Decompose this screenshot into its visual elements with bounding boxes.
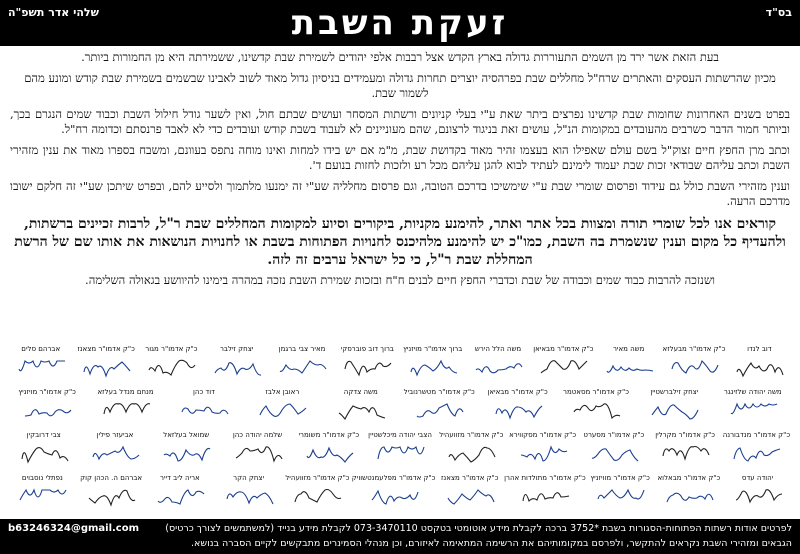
paragraph-breach: בפרט בשנים האחרונות שחומות שבת קדשינו נפרצים ביתר שאת ע"י בעלי קניונים ורשתות המסחר ועושים שבתם חול, ואין לשער גודל חילול השבת וכבוד שמים הנגרם בכך, וביותר חמור הדבר כשרבים מהעובדים במקומות הנ"ל, עושים זאת בניגוד לרצונם, שהם מעוניינים לא לעבוד בשבת קודש ועובדים כדי לא לאבד פרנסתם וכדומה רח"ל. [10,107,790,136]
handwritten-signature [732,484,784,510]
signature [364,431,435,474]
signatory-name: אביעזר פילין [96,431,134,439]
contact-email[interactable]: b63246324@gmail.com [8,523,140,534]
signature [721,431,792,474]
signature [435,474,504,517]
handwritten-signature [145,355,197,381]
handwritten-signature [730,441,782,467]
handwritten-signature [368,484,420,510]
signature [352,474,436,517]
signatory-name: משה מאיר [612,345,645,353]
paragraph-closing: ושנזכה להרבות כבוד שמים וכבודה של שבת וכדברי החפץ חיים לבנים ח"ח ובזכות שמירת השבת נזכה במהרה בימינו להיוושע בגאולה השלימה. [85,273,715,287]
signature [400,388,478,431]
handwritten-signature [570,398,622,424]
handwritten-signature [21,398,73,424]
signature [86,388,164,431]
handwritten-signature [154,484,206,510]
page-title: זעקת השבת [291,3,509,43]
signatory-name: שלמה יהודה כהן [232,431,283,439]
signature [596,345,661,388]
signature-row [8,345,792,388]
handwritten-signature [517,441,569,467]
signature [661,345,726,388]
signature [557,388,635,431]
signature [222,431,293,474]
handwritten-signature [444,484,496,510]
handwritten-signature [335,398,387,424]
signature-row [8,388,792,431]
signature [586,474,655,517]
signatory-name: כ"ק אדמו"ר מבאיאן [533,345,594,353]
signatory-name: כ"ק אדמו"ר מצאנז [77,345,135,353]
signature [507,431,578,474]
handwritten-signature [659,441,711,467]
signature [531,345,596,388]
signatures-block [8,345,792,517]
footer-line-1: לפרטים אודות רשתות הפתוחות-הסגורות בשבת *3752 ברכה לקבלת מידע אוטומטי בטקסט 073-3470110 לקבלת מידע בנייד (למשתמשים לצורך כרטיס) [165,523,792,534]
signatory-name: ברוך דוב פוברסקי [340,345,394,353]
signatory-name: כ"ק אדמו"ר מוויזניץ [590,474,650,482]
handwritten-signature [178,398,230,424]
signatory-name: יצחק זילברשטיין [650,388,699,396]
handwritten-signature [85,484,137,510]
handwritten-signature [588,441,640,467]
signatory-name: משה צדקה [343,388,378,396]
handwritten-signature [537,355,589,381]
signatory-name: ראובן אלבז [265,388,300,396]
signatory-name: כ"ק אדמו"ר מבאלוא [657,474,721,482]
signature [77,474,146,517]
signatory-name: נפתלי נוסבוים [21,474,63,482]
signatory-name: צבי דרובקין [26,431,61,439]
paragraph-competition: מכיון שהרשתות העסקים והאתרים שרח"ל מחללים שבת בפרהסיה יוצרים תחרות גדולה ומעמידים בניסיון גדול מאוד לשוב לאבינו שבשמים בשמירת שבת קודש ומונע מהם לשמור שבת. [24,71,776,100]
handwritten-signature [80,355,132,381]
handwritten-signature [374,441,426,467]
signatory-name: כ"ק אדמו"ר מתולדות אהרן [504,474,586,482]
signature [478,388,556,431]
handwritten-signature [445,441,497,467]
signatory-name: דוב לנדו [747,345,772,353]
handwritten-signature [727,398,779,424]
signature-row [8,431,792,474]
signature [335,345,400,388]
bsd-label: בס"ד [765,6,792,19]
signatory-name: כ"ק אדמו"ר מויזניץ [18,388,76,396]
signature [322,388,400,431]
signature [400,345,465,388]
signature [146,474,215,517]
signatory-name: כ"ק אדמו"ר מצאנז [441,474,499,482]
signatory-name: שמואל בעלזאל [163,431,210,439]
paragraph-warning: וענין מזהירי השבת כולל גם עידוד ופרסום שומרי שבת ע"י שימשיכו בדרכם הטובה, וגם פרסום מחלליה שע"י זה ימנעו מלתמוך ולסייע להם, ובפרט שיתכן שע"י זה חלקם ישובו מדרכם הרעה. [10,179,790,208]
signature [204,345,269,388]
signature [165,388,243,431]
signatory-name: כ"ק אדמו"ר מסקווירא [509,431,577,439]
signatory-name: כ"ק אדמו"ר משומרי [298,431,360,439]
handwritten-signature [663,484,715,510]
signatory-name: כ"ק אדמו"ר מגור [145,345,198,353]
paragraph-chafetz-chaim: וכתב מרן החפץ חיים זצוק"ל בשם עולם שאפילו הוא בעצמו זהיר מאוד בקדושת שבת, מ"מ אם יש בידו למחות ואינו מוחה נתפס בעוונם, ומשבח בספרו מאוד את ענין מזהירי השבת וכתב עליהם שבודאי זכות שבת יעמוד לימינם לעתיד לבוא להגן עליהם מכל רע ולזכות לחזות בנועם ד'. [10,143,790,172]
signatory-name: יצחק זילבר [219,345,254,353]
handwritten-signature [594,484,646,510]
handwritten-signature [100,398,152,424]
signature [8,431,79,474]
signatory-name: אריה ליב דייר [160,474,200,482]
signatory-name: כ"ק אדמו"ר מבעלזא [662,345,726,353]
signature [635,388,713,431]
signatory-name: משה יהודה שלזינגר [723,388,782,396]
handwritten-signature [668,355,720,381]
signature [714,388,792,431]
signatory-name: כ"ק אדמו"ר מקרלין [655,431,715,439]
signatory-name: מאיר צבי ברגמן [278,345,326,353]
signature [8,345,73,388]
signature [139,345,204,388]
signature [654,474,723,517]
signature [73,345,138,388]
signatory-name: כ"ק אדמו"ר מזוועהיל [285,474,350,482]
footer-line-2: הגבאים ומזהירי השבת נקראים להתקשר, ולפרסם במקומותיהם את הרשימה המתאימה לאיזורם, וכן מנהלי הסמינרים מתבקשים לקיים הסברה בנושא. [191,538,792,549]
handwritten-signature [291,484,343,510]
handwritten-signature [648,398,700,424]
signatory-name: אברהם סלים [21,345,61,353]
handwritten-signature [16,484,68,510]
signature [243,388,321,431]
header-bar [0,0,800,46]
signatory-name: דוד כהן [192,388,215,396]
signature [723,474,792,517]
paragraph-intro: בעת הזאת אשר ירד מן השמים התעוררות גדולה בארץ הקדש אצל רבבות אלפי יהודים לשמירת שבת קדשינו, ששמירתה היא מן החמורות ביותר. [81,50,719,64]
handwritten-signature [256,398,308,424]
signatory-name: כ"ק אדמו"ר מבאיאן [487,388,548,396]
paragraph-call-to-action: קוראים אנו לכל שומרי תורה ומצוות בכל אתר ואתר, להימנע מקניות, ביקורים וסיוע למקומות המחללים שבת ר"ל, לרבות זכיינים ברשתות, ולהעדיף כל מקום וענין שנשמרת בה השבת, כמו"כ יש להימנע מלהיכנס לחנויות הפתוחות בשבת או לחנויות הנושאות את אותו שם של הרשת המחללת שבת ר"ל, כי כל ישראל ערבים זה לזה. [14,216,786,268]
signature-row [8,474,792,517]
handwritten-signature [603,355,655,381]
signature [578,431,649,474]
signatory-name: כ"ק אדמו"ר מזוועהיל [439,431,504,439]
signature [151,431,222,474]
signature [293,431,364,474]
handwritten-signature [413,398,465,424]
signatory-name: יהודה עדס [741,474,774,482]
handwritten-signature [733,355,785,381]
signatory-name: כ"ק אדמו"ר מפלעמנטשוויק [351,474,436,482]
signature [504,474,586,517]
date-label: שלהי אדר תשפ"ה [8,6,99,19]
signatory-name: הצבי יהודה מיכלשטיין [368,431,432,439]
signatory-name: משה הלל הירש [474,345,522,353]
handwritten-signature [407,355,459,381]
handwritten-signature [341,355,393,381]
signature [649,431,720,474]
footer-bar [0,519,800,554]
handwritten-signature [160,441,212,467]
handwritten-signature [276,355,328,381]
signatory-name: מנחם מנדל בעלזא [97,388,154,396]
signature [214,474,283,517]
handwritten-signature [232,441,284,467]
signature [269,345,334,388]
signatory-name: כ"ק אדמו"ר מנדבורנה [722,431,791,439]
signatory-name: יצחק הקר [233,474,265,482]
signature [8,388,86,431]
handwritten-signature [472,355,524,381]
signature [79,431,150,474]
handwritten-signature [223,484,275,510]
signature [436,431,507,474]
signatory-name: כ"ק אדמו"ר מסאטמר [563,388,629,396]
handwritten-signature [89,441,141,467]
proclamation-body [10,50,790,294]
handwritten-signature [492,398,544,424]
signatory-name: ברוך אדמו"ר מויזניץ [403,345,463,353]
handwritten-signature [18,441,70,467]
handwritten-signature [519,484,571,510]
signature [8,474,77,517]
signatory-name: אברהם ה. הכהן קוק [80,474,143,482]
signature [727,345,792,388]
handwritten-signature [303,441,355,467]
signatory-name: כ"ק אדמו"ר מטשרנוביל [403,388,475,396]
signatory-name: כ"ק אדמו"ר מסערט [583,431,645,439]
signature [465,345,530,388]
signature [283,474,352,517]
handwritten-signature [211,355,263,381]
handwritten-signature [15,355,67,381]
